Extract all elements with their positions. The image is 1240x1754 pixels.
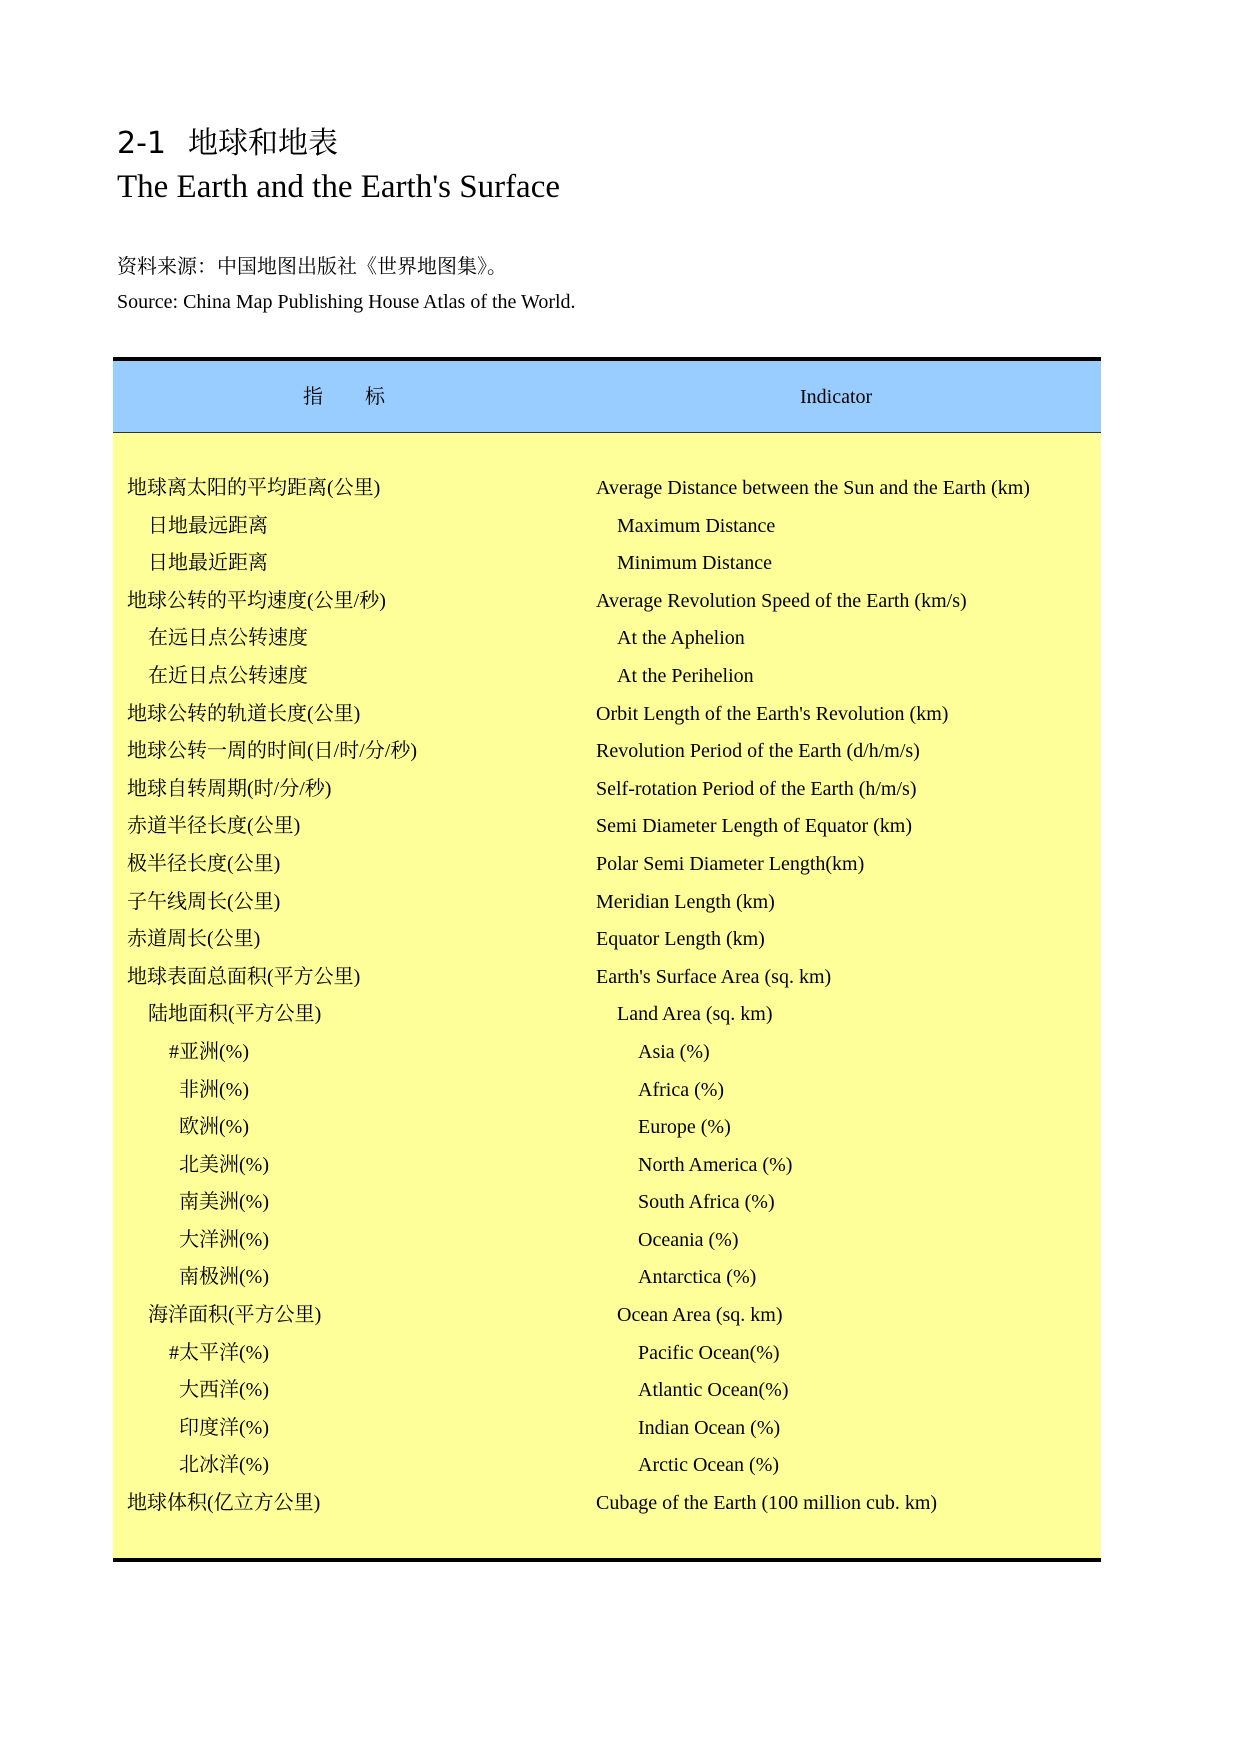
indicator-en: Equator Length (km) (596, 928, 765, 951)
source-note-en: Source: China Map Publishing House Atlas of the World. (117, 291, 576, 313)
indicator-zh: 大洋洲(%) (179, 1228, 269, 1251)
table-row (113, 1485, 1101, 1523)
table-row (113, 1447, 1101, 1485)
indicator-zh: 极半径长度(公里) (127, 852, 281, 875)
table-row (113, 1372, 1101, 1410)
indicator-zh: #太平洋(%) (169, 1341, 269, 1364)
indicator-zh: 北冰洋(%) (179, 1454, 269, 1477)
indicator-en: Semi Diameter Length of Equator (km) (596, 815, 913, 838)
indicator-zh: 地球离太阳的平均距离(公里) (127, 477, 381, 499)
indicator-zh: 子午线周长(公里) (127, 890, 281, 913)
table-row (113, 470, 1101, 508)
indicator-en: Self-rotation Period of the Earth (h/m/s) (596, 777, 917, 800)
table-row (113, 996, 1101, 1034)
source-note-zh: 资料来源：中国地图出版社《世界地图集》。 (117, 256, 507, 278)
table-row (113, 545, 1101, 583)
table-row (113, 696, 1101, 734)
indicator-zh: 地球公转的轨道长度(公里) (127, 702, 361, 725)
indicator-en: South Africa (%) (638, 1191, 775, 1214)
table-number: 2-1 (117, 126, 166, 161)
table-row (113, 959, 1101, 997)
indicator-en: Africa (%) (638, 1078, 725, 1101)
indicator-en: Arctic Ocean (%) (638, 1454, 780, 1477)
indicator-en: Earth's Surface Area (sq. km) (596, 965, 832, 988)
table-row (113, 1034, 1101, 1072)
indicator-zh: 地球自转周期(时/分/秒) (127, 777, 332, 800)
indicator-zh: 地球公转的平均速度(公里/秒) (127, 589, 386, 612)
title-zh-text: 地球和地表 (188, 126, 338, 161)
table-row (113, 846, 1101, 884)
indicator-en: Cubage of the Earth (100 million cub. km) (596, 1492, 938, 1515)
table-row (113, 1297, 1101, 1335)
table-row (113, 1109, 1101, 1147)
table-row (113, 1335, 1101, 1373)
indicator-zh: 地球体积(亿立方公里) (127, 1492, 321, 1515)
indicator-zh: 陆地面积(平方公里) (148, 1003, 322, 1026)
table-title-zh (117, 124, 338, 164)
table-header (113, 361, 1101, 433)
indicator-zh: 日地最近距离 (148, 552, 268, 575)
indicator-zh: 赤道周长(公里) (127, 928, 261, 951)
indicator-zh: 欧洲(%) (179, 1116, 249, 1139)
indicator-en: Average Distance between the Sun and the Earth (km) (596, 477, 1030, 499)
table-row (113, 1259, 1101, 1297)
indicator-en: Land Area (sq. km) (617, 1003, 773, 1026)
indicator-en: Ocean Area (sq. km) (617, 1304, 783, 1327)
indicator-en: Polar Semi Diameter Length(km) (596, 852, 865, 875)
indicator-en: At the Perihelion (617, 664, 754, 687)
indicator-zh: 地球表面总面积(平方公里) (127, 965, 361, 988)
table-row (113, 1147, 1101, 1185)
table-row (113, 658, 1101, 696)
indicator-zh: 日地最远距离 (148, 514, 268, 537)
table-row (113, 921, 1101, 959)
indicator-zh: 地球公转一周的时间(日/时/分/秒) (127, 740, 417, 763)
indicator-en: Revolution Period of the Earth (d/h/m/s) (596, 740, 920, 763)
indicator-zh: 北美洲(%) (179, 1153, 269, 1176)
indicator-en: Antarctica (%) (638, 1266, 757, 1289)
table-row (113, 733, 1101, 771)
indicator-zh: 海洋面积(平方公里) (148, 1304, 322, 1327)
indicator-zh: 南美洲(%) (179, 1191, 269, 1214)
table-row (113, 808, 1101, 846)
indicator-en: North America (%) (638, 1153, 793, 1176)
table-row (113, 620, 1101, 658)
indicator-zh: #亚洲(%) (169, 1040, 249, 1063)
table-row (113, 508, 1101, 546)
indicator-table (113, 357, 1101, 1562)
table-body (113, 433, 1101, 1558)
indicator-en: Maximum Distance (617, 514, 776, 537)
table-title-en: The Earth and the Earth's Surface (117, 169, 561, 205)
indicator-en: Meridian Length (km) (596, 890, 775, 913)
table-row (113, 1410, 1101, 1448)
indicator-en: Europe (%) (638, 1116, 731, 1139)
indicator-en: Oceania (%) (638, 1228, 739, 1251)
indicator-zh: 大西洋(%) (179, 1379, 269, 1402)
indicator-zh: 赤道半径长度(公里) (127, 815, 301, 838)
indicator-en: Asia (%) (638, 1040, 710, 1063)
indicator-en: Pacific Ocean(%) (638, 1341, 780, 1364)
indicator-zh: 非洲(%) (179, 1078, 249, 1101)
indicator-zh: 在近日点公转速度 (148, 664, 308, 687)
table-row (113, 1222, 1101, 1260)
table-row (113, 1184, 1101, 1222)
indicator-zh: 南极洲(%) (179, 1266, 269, 1289)
indicator-zh: 在远日点公转速度 (148, 627, 308, 650)
column-header-zh: 指标 (303, 386, 427, 408)
indicator-en: Orbit Length of the Earth's Revolution (km) (596, 702, 949, 725)
table-row (113, 583, 1101, 621)
indicator-en: Indian Ocean (%) (638, 1416, 781, 1439)
indicator-en: Atlantic Ocean(%) (638, 1379, 789, 1402)
indicator-en: Minimum Distance (617, 552, 772, 575)
table-row (113, 771, 1101, 809)
table-row (113, 884, 1101, 922)
indicator-en: At the Aphelion (617, 627, 745, 650)
indicator-zh: 印度洋(%) (179, 1416, 269, 1439)
indicator-en: Average Revolution Speed of the Earth (km/s) (596, 589, 967, 612)
column-header-en: Indicator (800, 386, 873, 408)
table-row (113, 1072, 1101, 1110)
